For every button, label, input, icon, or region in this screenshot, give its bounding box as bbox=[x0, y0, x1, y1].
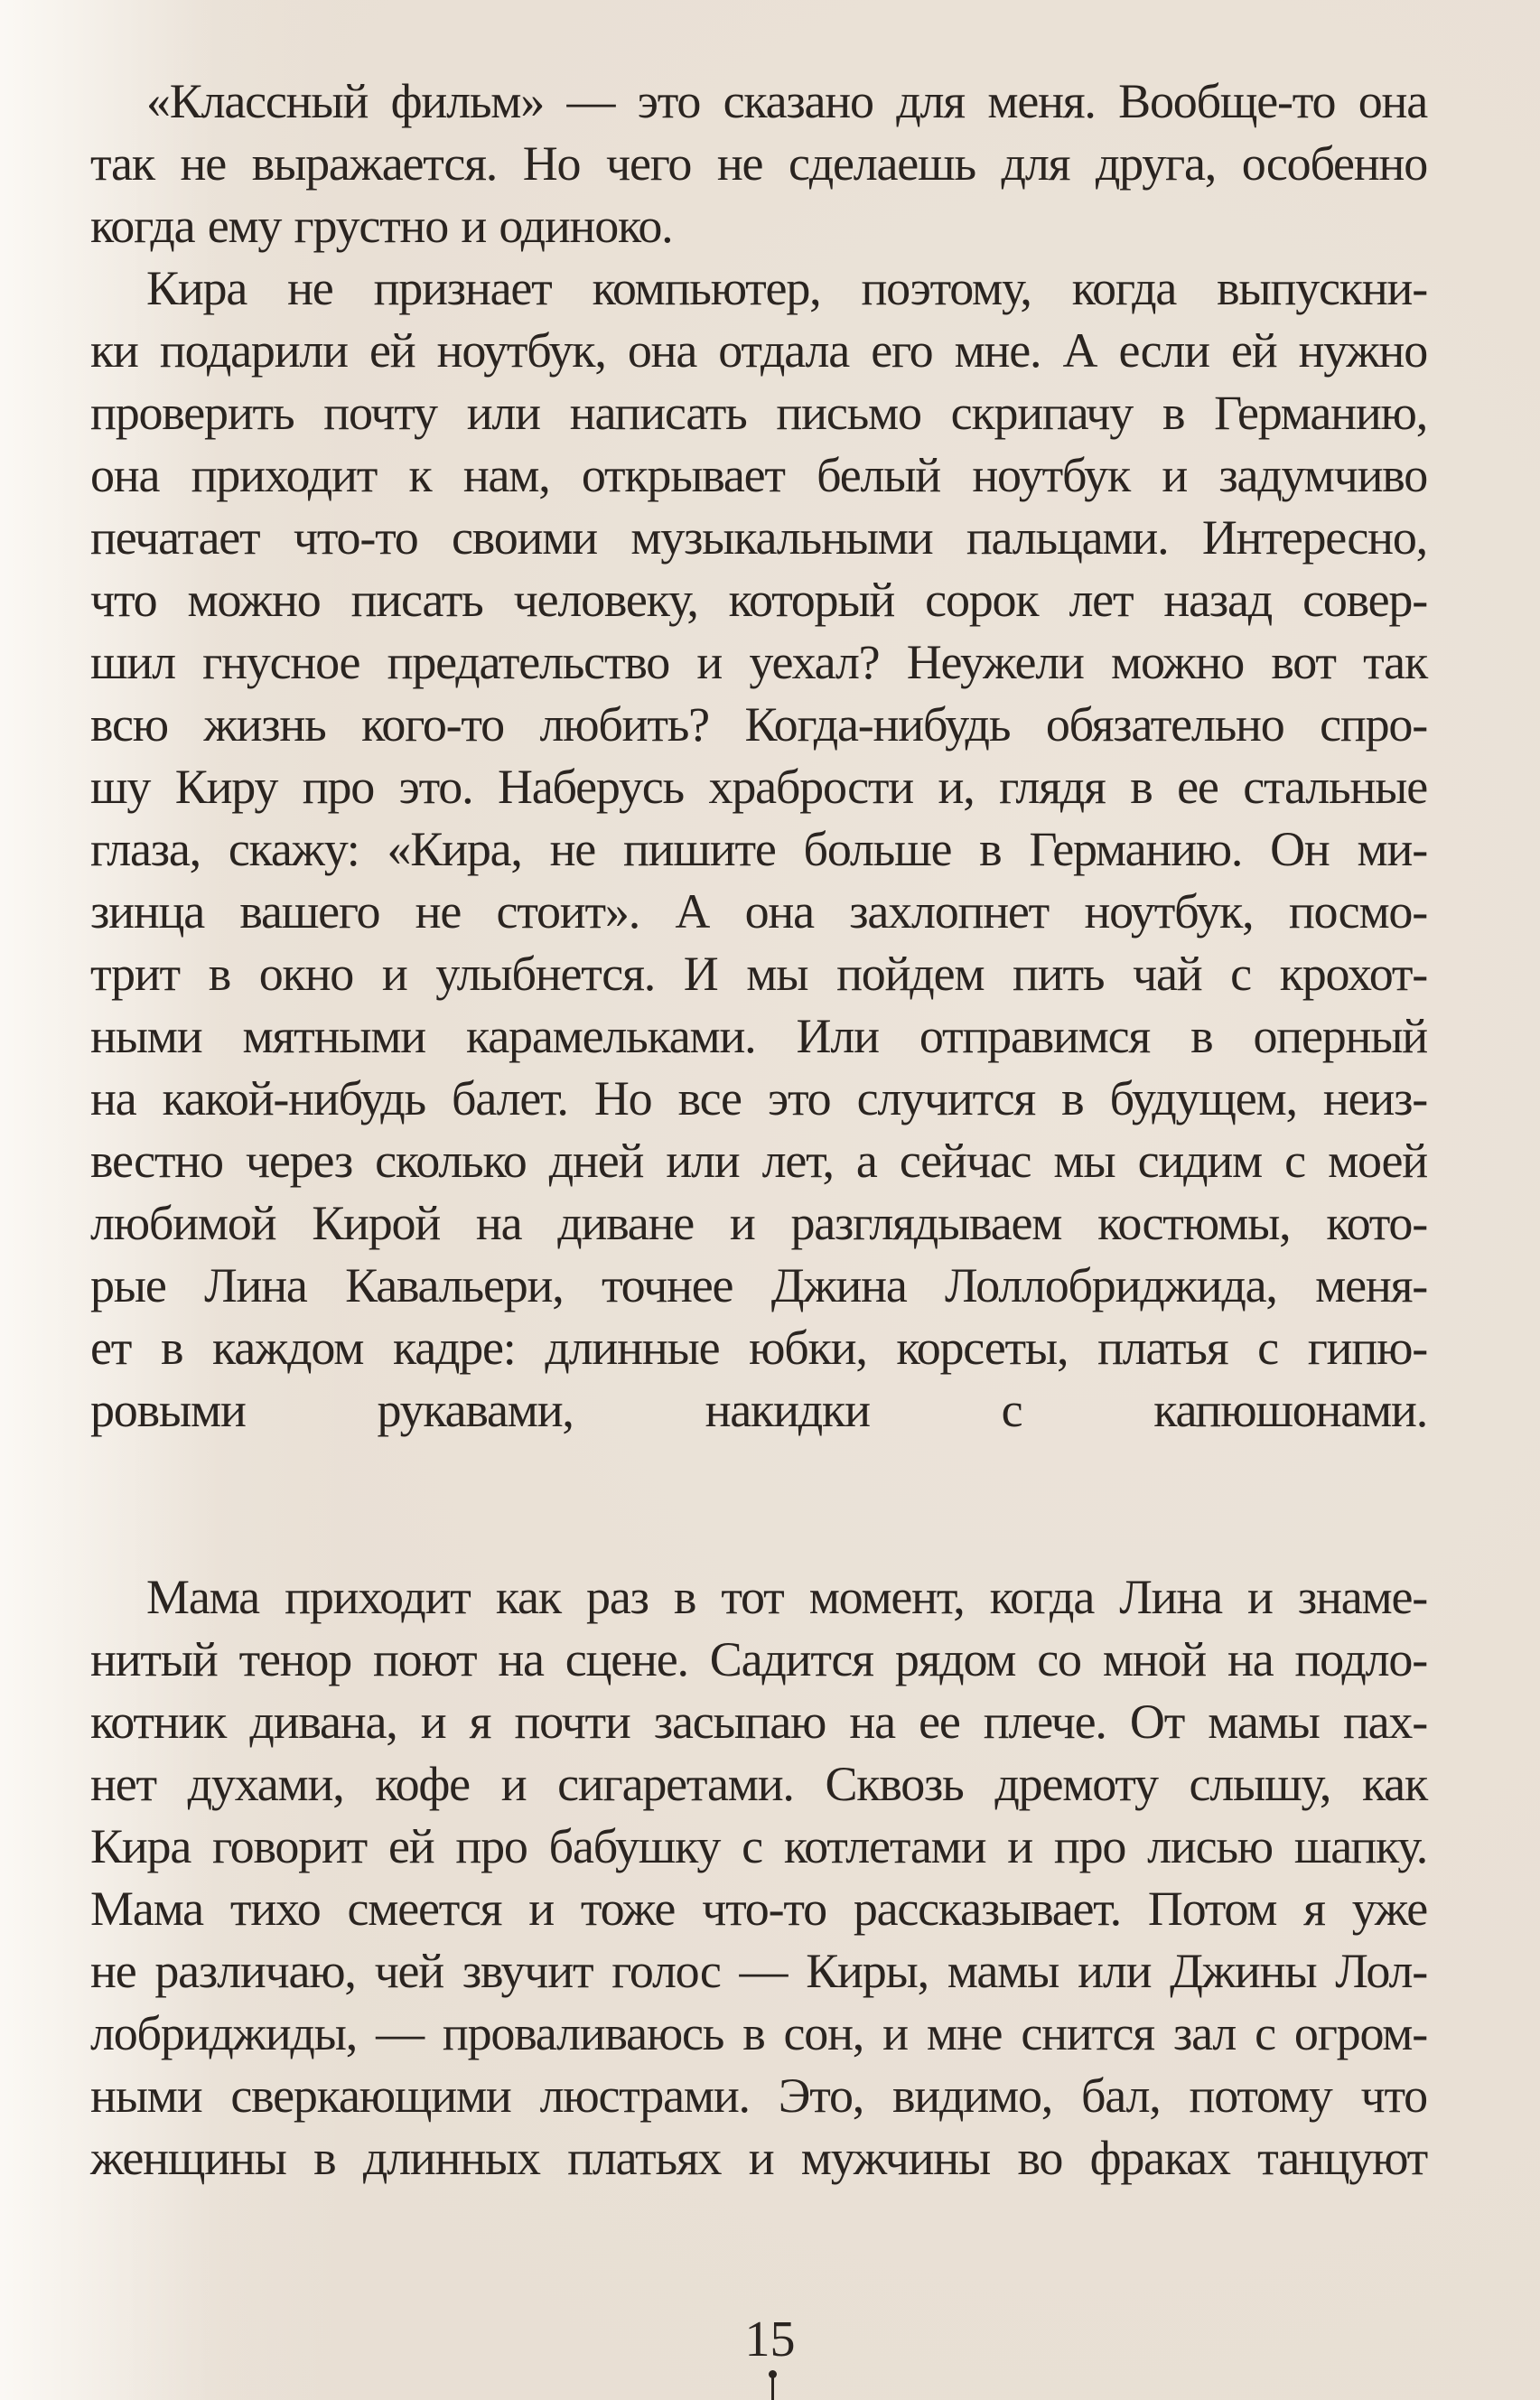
text-line: на какой-нибудь балет. Но все это случится в будущем, неиз- bbox=[90, 1071, 1427, 1125]
text-line: шу Киру про это. Наберусь храбрости и, глядя в ее стальные bbox=[90, 760, 1427, 814]
binding-mark bbox=[771, 2373, 774, 2400]
text-line: вестно через сколько дней или лет, а сейчас мы сидим с моей bbox=[90, 1134, 1427, 1188]
text-line: зинца вашего не стоит». А она захлопнет ноутбук, посмо- bbox=[90, 884, 1427, 939]
text-line: ровыми рукавами, накидки с капюшонами. bbox=[90, 1383, 1427, 1437]
text-line: что можно писать человеку, который сорок лет назад совер- bbox=[90, 573, 1427, 627]
text-line bbox=[90, 1504, 1427, 1566]
text-line: всю жизнь кого-то любить? Когда-нибудь обязательно спро- bbox=[90, 697, 1427, 752]
text-line: ки подарили ей ноутбук, она отдала его мне. А если ей нужно bbox=[90, 323, 1427, 378]
text-line: она приходит к нам, открывает белый ноутбук и задумчиво bbox=[90, 448, 1427, 502]
text-line: лобриджиды, — проваливаюсь в сон, и мне снится зал с огром- bbox=[90, 2006, 1427, 2060]
text-line bbox=[90, 1442, 1427, 1504]
page-number: 15 bbox=[744, 2311, 796, 2367]
text-line: шил гнусное предательство и уехал? Неужели можно вот так bbox=[90, 635, 1427, 689]
body-text bbox=[90, 70, 1427, 2190]
text-line: Мама приходит как раз в тот момент, когда Лина и знаме- bbox=[146, 1570, 1427, 1624]
text-line: любимой Кирой на диване и разглядываем костюмы, кото- bbox=[90, 1196, 1427, 1250]
text-line: печатает что-то своими музыкальными пальцами. Интересно, bbox=[90, 510, 1427, 565]
text-line: Кира не признает компьютер, поэтому, когда выпускни- bbox=[146, 261, 1427, 315]
text-line: так не выражается. Но чего не сделаешь для друга, особенно bbox=[90, 136, 1427, 191]
text-line: котник дивана, и я почти засыпаю на ее плече. От мамы пах- bbox=[90, 1695, 1427, 1749]
text-line: ными сверкающими люстрами. Это, видимо, бал, потому что bbox=[90, 2068, 1427, 2123]
text-line: не различаю, чей звучит голос — Киры, мамы или Джины Лол- bbox=[90, 1944, 1427, 1998]
text-line: «Классный фильм» — это сказано для меня. Вообще-то она bbox=[146, 74, 1427, 128]
text-line: нитый тенор поют на сцене. Садится рядом со мной на подло- bbox=[90, 1632, 1427, 1686]
text-line: Кира говорит ей про бабушку с котлетами и про лисью шапку. bbox=[90, 1819, 1427, 1873]
text-line: рые Лина Кавальери, точнее Джина Лоллобриджида, меня- bbox=[90, 1258, 1427, 1312]
text-line: трит в окно и улыбнется. И мы пойдем пить чай с крохот- bbox=[90, 947, 1427, 1001]
text-line: ными мятными карамельками. Или отправимся в оперный bbox=[90, 1009, 1427, 1063]
text-line: когда ему грустно и одиноко. bbox=[90, 199, 673, 253]
text-line: Мама тихо смеется и тоже что-то рассказывает. Потом я уже bbox=[90, 1882, 1427, 1936]
text-line: глаза, скажу: «Кира, не пишите больше в Германию. Он ми- bbox=[90, 822, 1427, 876]
text-line: нет духами, кофе и сигаретами. Сквозь дремоту слышу, как bbox=[90, 1757, 1427, 1811]
text-line: женщины в длинных платьях и мужчины во фраках танцуют bbox=[90, 2131, 1427, 2185]
text-line: проверить почту или написать письмо скрипачу в Германию, bbox=[90, 386, 1427, 440]
text-line: ет в каждом кадре: длинные юбки, корсеты, платья с гипю- bbox=[90, 1321, 1427, 1375]
